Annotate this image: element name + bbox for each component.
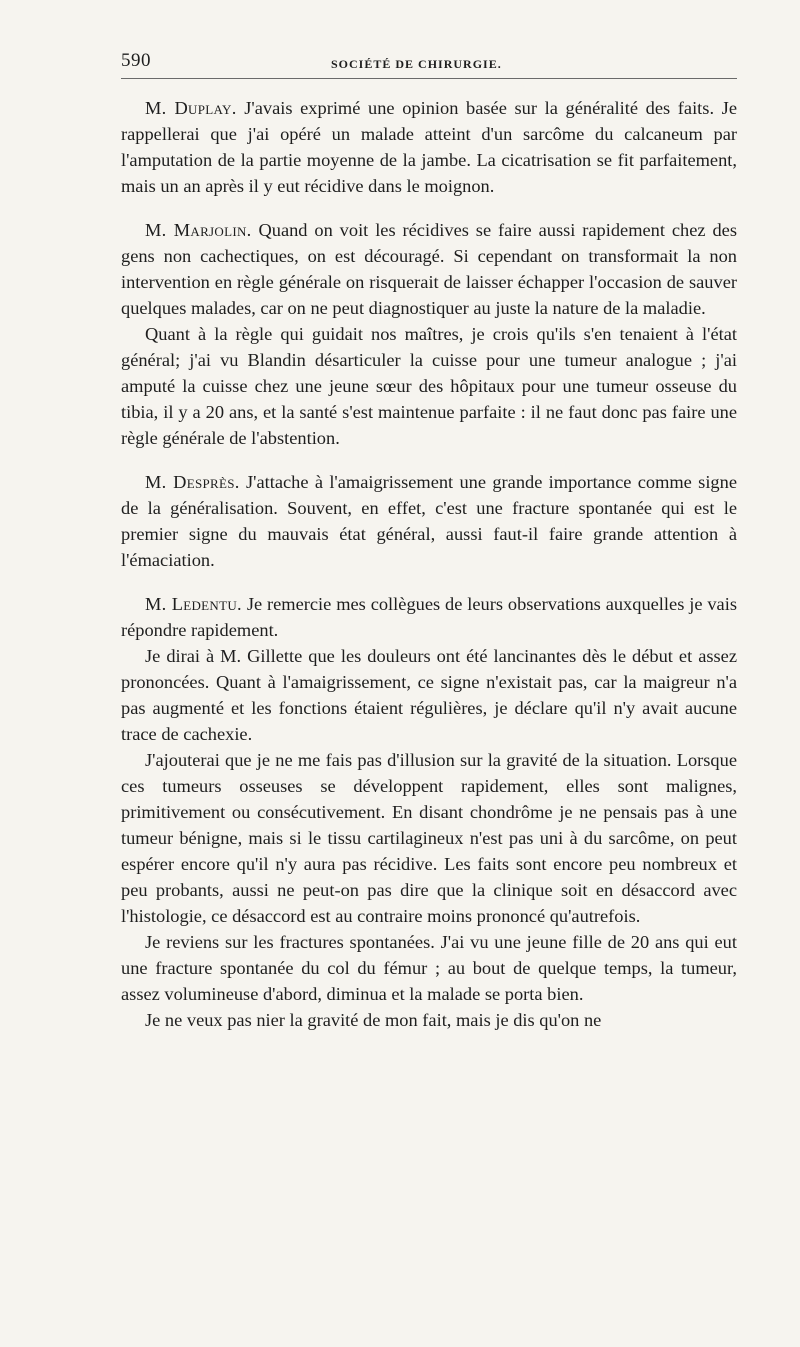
paragraph-text: Je dirai à M. Gillette que les douleurs ont été lancinantes dès le début et assez prononcées. Quant à l'amaigrissement, ce signe n'existait pas, car la maigreur n'a pas augmenté et les fonctions étaient régulières, je déclare qu'il n'y avait aucune trace de cachexie.	[121, 646, 737, 744]
paragraph-duplay	[121, 95, 737, 199]
paragraph-ledentu	[121, 591, 737, 643]
paragraph-text: J'ajouterai que je ne me fais pas d'illusion sur la gravité de la situation. Lorsque ces tumeurs osseuses se développent rapidement, elles sont malignes, primitivement ou consécutivement. En disant chondrôme je ne pensais pas à une tumeur bénigne, mais si le tissu cartilagineux n'est pas uni à du sarcôme, on peut espérer encore qu'il n'y aura pas récidive. Les faits sont encore peu nombreux et peu probants, aussi ne peut-on pas dire que la clinique soit en désaccord avec l'histologie, ce désaccord est au contraire moins prononcé qu'autrefois.	[121, 750, 737, 926]
speaker-name: M. Desprès.	[145, 472, 240, 492]
speaker-name: M. Ledentu.	[145, 594, 242, 614]
book-page	[121, 48, 737, 1033]
body-text	[121, 95, 737, 1033]
paragraph-marjolin	[121, 217, 737, 321]
speaker-name: M. Duplay.	[145, 98, 237, 118]
paragraph-marjolin-cont	[121, 321, 737, 451]
paragraph-text: J'avais exprimé une opinion basée sur la généralité des faits. Je rappellerai que j'ai opéré un malade atteint d'un sarcôme du calcaneum par l'amputation de la partie moyenne de la jambe. La cicatrisation se fit parfaitement, mais un an après il y eut récidive dans le moignon.	[121, 98, 737, 196]
paragraph-ledentu-fractures	[121, 929, 737, 1007]
paragraph-text: J'attache à l'amaigrissement une grande importance comme signe de la généralisation. Souvent, en effet, c'est une fracture spontanée qui est le premier signe du mauvais état général, aussi faut-il faire grande attention à l'émaciation.	[121, 472, 737, 570]
paragraph-despres	[121, 469, 737, 573]
page-number: 590	[121, 50, 151, 71]
paragraph-ledentu-final	[121, 1007, 737, 1033]
paragraph-ledentu-situation	[121, 747, 737, 929]
paragraph-text: Quand on voit les récidives se faire aussi rapidement chez des gens non cachectiques, on est découragé. Si cependant on transformait la non intervention en règle générale on risquerait de laisser échapper l'occasion de sauver quelques malades, car on ne peut diagnostiquer au juste la nature de la maladie.	[121, 220, 737, 318]
paragraph-text: Je reviens sur les fractures spontanées. J'ai vu une jeune fille de 20 ans qui eut une fracture spontanée du col du fémur ; au bout de quelque temps, la tumeur, assez volumineuse d'abord, diminua et la malade se porta bien.	[121, 932, 737, 1004]
running-header	[121, 48, 737, 79]
paragraph-ledentu-gillette	[121, 643, 737, 747]
paragraph-text: Quant à la règle qui guidait nos maîtres, je crois qu'ils s'en tenaient à l'état général; j'ai vu Blandin désarticuler la cuisse pour une tumeur analogue ; j'ai amputé la cuisse chez une jeune sœur des hôpitaux pour une tumeur osseuse du tibia, il y a 20 ans, et la santé s'est maintenue parfaite : il ne faut donc pas faire une règle générale de l'abstention.	[121, 324, 737, 448]
journal-title: SOCIÉTÉ DE CHIRURGIE.	[331, 57, 502, 71]
paragraph-text: Je remercie mes collègues de leurs observations auxquelles je vais répondre rapidement.	[121, 594, 737, 640]
speaker-name: M. Marjolin.	[145, 220, 252, 240]
paragraph-text: Je ne veux pas nier la gravité de mon fait, mais je dis qu'on ne	[145, 1010, 602, 1030]
